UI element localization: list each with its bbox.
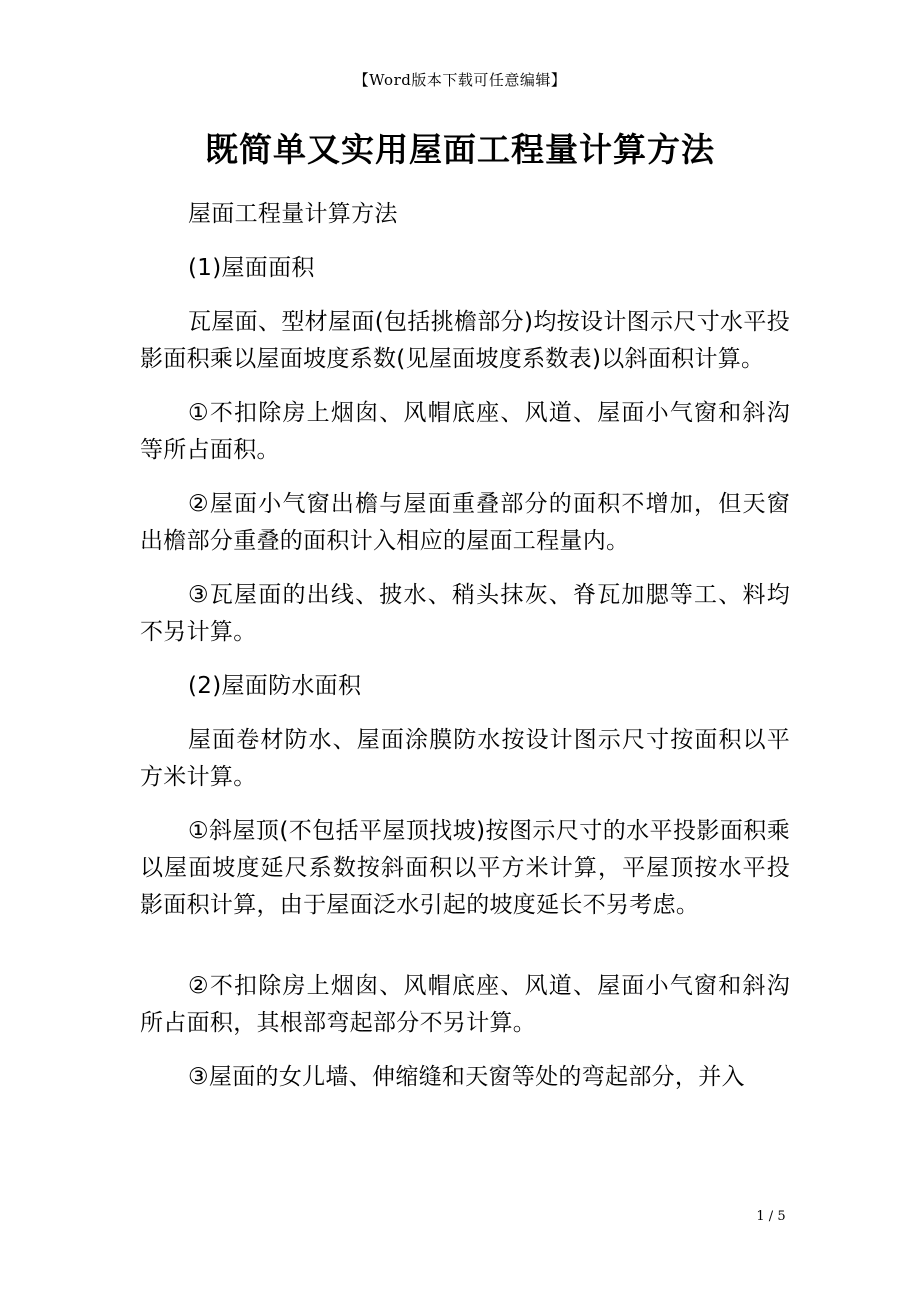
document-body (140, 196, 790, 1096)
subsection-heading: (1)屋面面积 (188, 255, 315, 281)
section-heading: 屋面工程量计算方法 (188, 201, 398, 227)
list-item: ②不扣除房上烟囱、风帽底座、风道、屋面小气窗和斜沟所占面积，其根部弯起部分不另计算。 (140, 973, 790, 1036)
list-item: ③瓦屋面的出线、披水、稍头抹灰、脊瓦加腮等工、料均不另计算。 (140, 582, 790, 645)
list-item: ①不扣除房上烟囱、风帽底座、风道、屋面小气窗和斜沟等所占面积。 (140, 400, 790, 463)
list-item: ①斜屋顶(不包括平屋顶找坡)按图示尺寸的水平投影面积乘以屋面坡度延尺系数按斜面积以平方米计算，平屋顶按水平投影面积计算，由于屋面泛水引起的坡度延长不另考虑。 (140, 818, 790, 918)
list-item: ③屋面的女儿墙、伸缩缝和天窗等处的弯起部分，并入 (188, 1064, 745, 1090)
body-paragraph: 瓦屋面、型材屋面(包括挑檐部分)均按设计图示尺寸水平投影面积乘以屋面坡度系数(见屋面坡度系数表)以斜面积计算。 (140, 309, 790, 372)
body-paragraph: 屋面卷材防水、屋面涂膜防水按设计图示尺寸按面积以平方米计算。 (140, 727, 790, 790)
document-title: 既简单又实用屋面工程量计算方法 (205, 130, 715, 169)
subsection-heading: (2)屋面防水面积 (188, 673, 362, 699)
list-item: ②屋面小气窗出檐与屋面重叠部分的面积不增加，但天窗出檐部分重叠的面积计入相应的屋面工程量内。 (140, 491, 790, 554)
download-note: 【Word版本下载可任意编辑】 (353, 71, 567, 89)
page-number: 1 / 5 (756, 1209, 786, 1224)
